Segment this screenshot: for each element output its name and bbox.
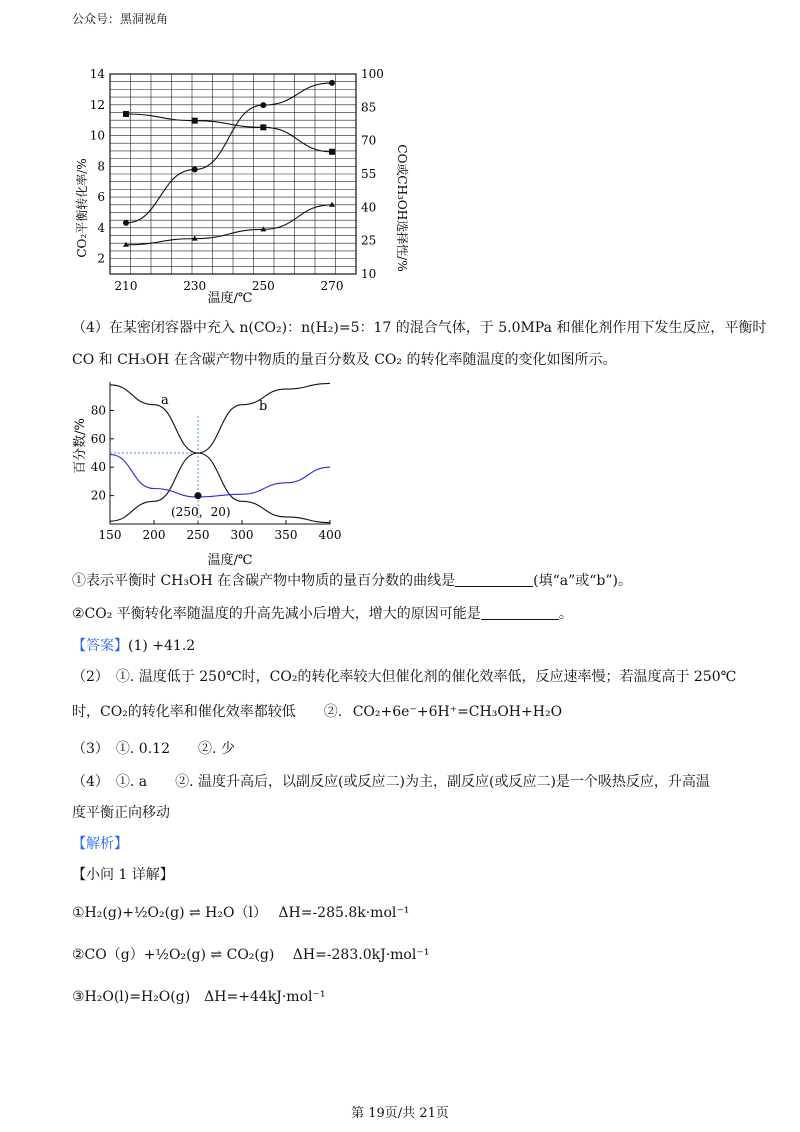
equation-2: ②CO（g）+½O₂(g) ⇌ CO₂(g) ΔH=-283.0kJ·mol⁻¹: [72, 947, 430, 963]
chart1-y-left-label: CO₂平衡转化率/%: [75, 158, 89, 258]
analysis-label: 【解析】: [72, 836, 128, 852]
answer-2-line2: [72, 702, 562, 722]
answer-row-1: [72, 636, 195, 656]
chart1-x-tick: 270: [320, 279, 344, 293]
chart2-y-tick: 40: [90, 460, 106, 475]
chart1-y-left-tick: 2: [97, 251, 105, 266]
chart1-y-left-tick: 12: [89, 97, 105, 112]
chart1-y-left-tick: 14: [89, 67, 105, 81]
answer-2-line1: （2） ①. 温度低于 250℃时，CO₂的转化率较大但催化剂的催化效率低，反应速率慢；若温度高于 250℃: [72, 669, 737, 685]
q4-line1: （4）在某密闭容器中充入 n(CO₂)：n(H₂)=5：17 的混合气体，于 5.0MPa 和催化剂作用下发生反应，平衡时: [72, 320, 767, 336]
chart2-curve-conversion: [110, 454, 330, 497]
chart2-x-tick: 150: [98, 528, 122, 542]
chart2-curve-b: [110, 383, 330, 521]
answer-label: 【答案】: [72, 638, 128, 654]
chart1-point-square: [123, 111, 129, 117]
chart1-x-tick: 210: [114, 279, 138, 293]
chart1-point-square: [329, 149, 335, 155]
sub2-answer-blank[interactable]: [481, 605, 559, 620]
chart-selectivity: [70, 58, 410, 308]
chart2-y-tick: 20: [90, 488, 106, 503]
chart1-y-right-tick: 40: [361, 200, 377, 215]
chart2-curve-a: [110, 385, 330, 523]
chart1-point-circle: [329, 80, 335, 86]
sub2-suffix: 。: [558, 606, 573, 622]
chart1-point-square: [192, 118, 198, 124]
header-source: 公众号：黑洞视角: [72, 12, 169, 26]
chart1-x-tick: 250: [251, 279, 275, 293]
chart2-x-tick: 200: [142, 528, 166, 542]
chart1-y-left-tick: 6: [97, 190, 105, 205]
chart1-x-label: 温度/℃: [207, 291, 253, 306]
chart1-y-right-label: CO或CH₃OH选择性/%: [395, 144, 409, 272]
chart1-y-right-tick: 100: [361, 67, 384, 81]
answer-3: （3） ①. 0.12 ②. 少: [72, 741, 235, 757]
sub2-text: ②CO₂ 平衡转化率随温度的升高先减小后增大，增大的原因可能是: [72, 606, 481, 622]
chart1-y-left-tick: 8: [97, 159, 105, 174]
chart2-y-label: 百分数/%: [73, 418, 88, 474]
chart2-x-tick: 350: [274, 528, 298, 542]
chart1-y-left-tick: 4: [97, 220, 105, 235]
q4-line2: CO 和 CH₃OH 在含碳产物中物质的量百分数及 CO₂ 的转化率随温度的变化如图所示。: [72, 352, 617, 368]
chart2-x-label: 温度/℃: [207, 553, 253, 568]
sub1-text: ①表示平衡时 CH₃OH 在含碳产物中物质的量百分数的曲线是: [72, 573, 456, 589]
chart1-y-left-tick: 10: [89, 128, 105, 143]
chart2-y-tick: 60: [90, 431, 106, 446]
chart1-y-right-tick: 55: [361, 167, 377, 181]
chart1-series-line: [126, 83, 332, 223]
chart2-curve-a-label: a: [161, 393, 169, 408]
chart2-x-tick: 300: [230, 528, 254, 542]
equation-3: ③H₂O(l)=H₂O(g) ΔH=+44kJ·mol⁻¹: [72, 989, 326, 1005]
chart2-x-tick: 400: [318, 528, 342, 542]
answer-1: (1) +41.2: [128, 638, 196, 654]
chart1-point-square: [260, 124, 266, 130]
answer-2-equation: CO₂+6e⁻+6H⁺=CH₃OH+H₂O: [352, 704, 563, 720]
answer-2-prefix: 时，CO₂的转化率和催化效率都较低 ②.: [72, 704, 343, 720]
chart1-y-right-tick: 25: [361, 233, 377, 248]
chart1-point-circle: [123, 220, 129, 226]
answer-4-line2: 度平衡正向移动: [72, 805, 170, 821]
chart1-y-right-tick: 85: [361, 100, 377, 115]
sub-question-2: [72, 604, 573, 624]
analysis-subtitle: 【小问 1 详解】: [72, 867, 174, 883]
chart2-x-tick: 250: [186, 528, 210, 542]
chart2-point-label: (250，20): [171, 505, 231, 519]
equation-1: ①H₂(g)+½O₂(g) ⇌ H₂O（l） ΔH=-285.8k·mol⁻¹: [72, 905, 410, 921]
chart2-marked-point: [195, 492, 202, 499]
sub1-answer-blank[interactable]: [455, 572, 533, 587]
chart1-y-right-tick: 10: [361, 267, 377, 281]
chart1-point-circle: [192, 167, 198, 173]
sub1-suffix: (填“a”或“b”)。: [533, 573, 632, 589]
answer-4-line1: （4） ①. a ②. 温度升高后，以副反应(或反应二)为主，副反应(或反应二)是一个吸热反应，升高温: [72, 774, 710, 790]
chart-percentage: [70, 376, 370, 568]
chart1-y-right-tick: 70: [361, 133, 377, 148]
chart1-series-line: [126, 205, 332, 245]
page-number: 第 19页/共 21页: [351, 1106, 449, 1121]
chart1-point-circle: [260, 102, 266, 108]
chart2-curve-b-label: b: [259, 399, 268, 414]
chart2-y-tick: 80: [90, 403, 106, 418]
chart1-x-tick: 230: [183, 279, 207, 293]
chart1-series-line: [126, 114, 332, 152]
sub-question-1: [72, 571, 632, 591]
